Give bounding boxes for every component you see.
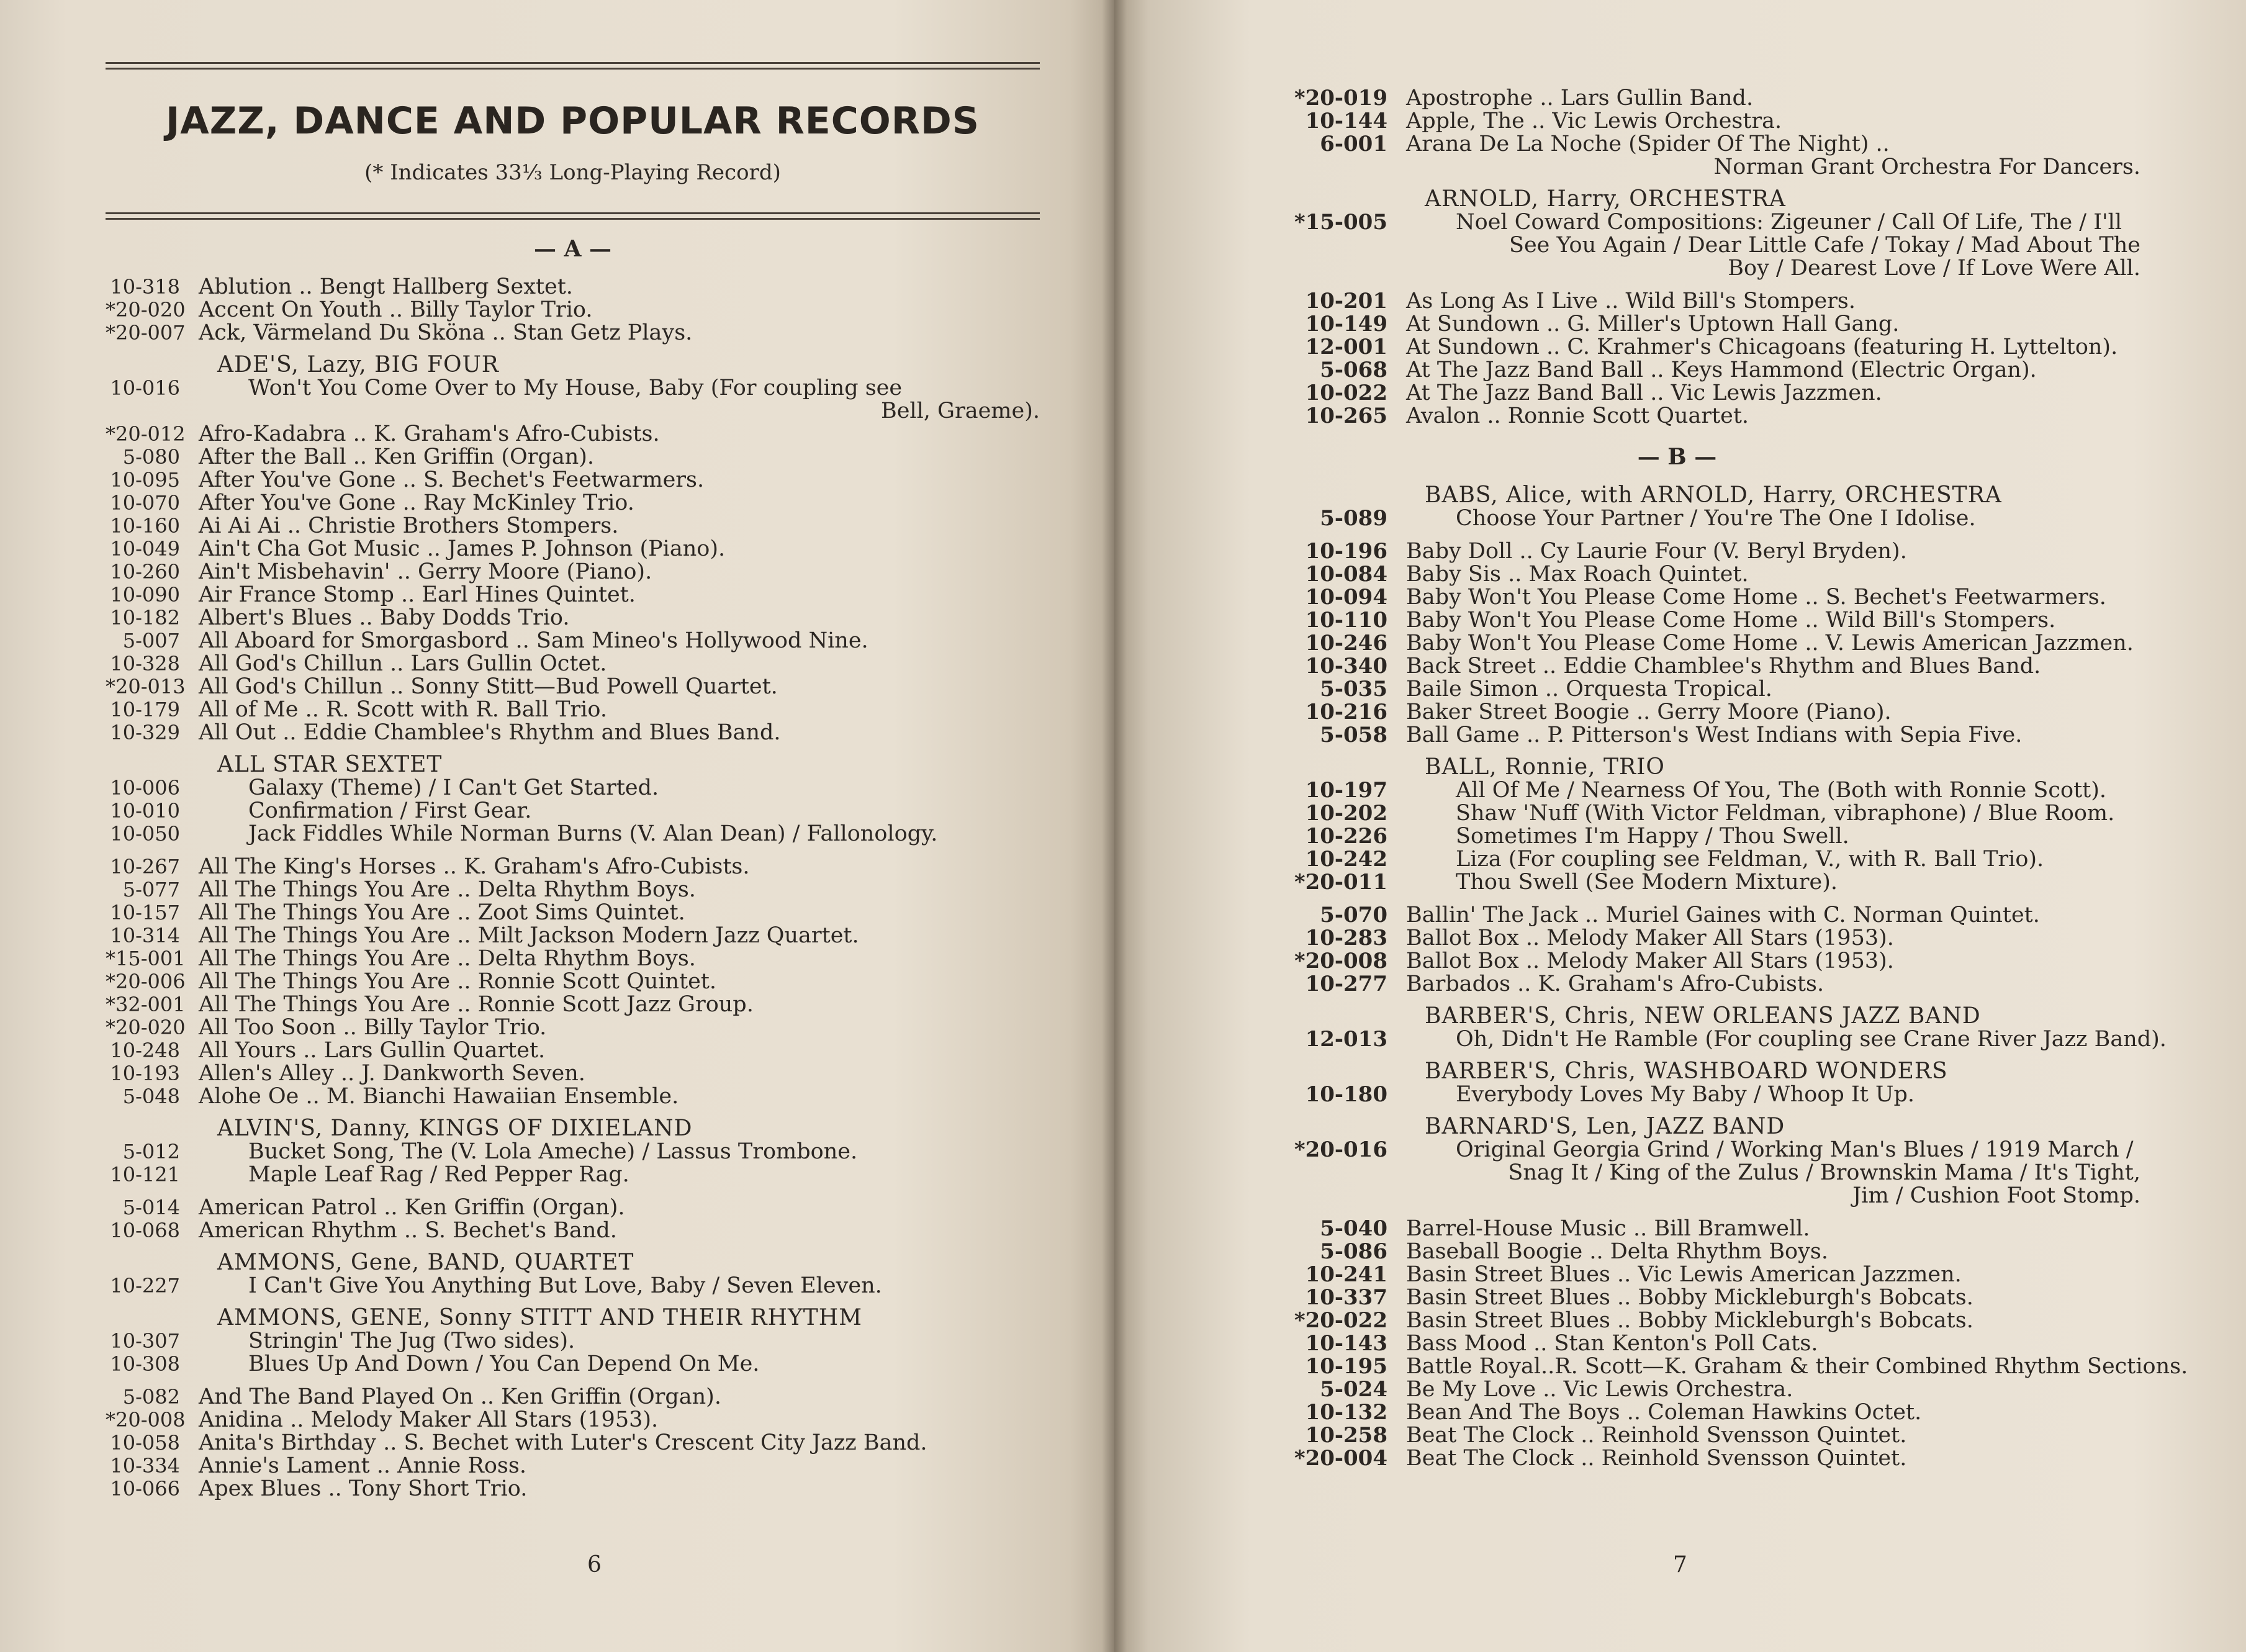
artist-heading: BARBER'S, Chris, NEW ORLEANS JAZZ BAND bbox=[1425, 1003, 1981, 1029]
list-item bbox=[106, 901, 1040, 924]
entry-text: At Sundown .. C. Krahmer's Chicagoans (featuring H. Lyttelton). bbox=[1406, 335, 2118, 359]
entry-text: Ai Ai Ai .. Christie Brothers Stompers. bbox=[199, 513, 619, 538]
list-item bbox=[1214, 586, 2140, 609]
catalog-number: 10-050 bbox=[110, 822, 180, 846]
catalog-number: 10-277 bbox=[1305, 972, 1387, 996]
catalog-number: 10-201 bbox=[1305, 289, 1387, 314]
catalog-number: 5-068 bbox=[1320, 358, 1387, 382]
catalog-number: *15-005 bbox=[1294, 210, 1387, 235]
artist-heading: BALL, Ronnie, TRIO bbox=[1425, 754, 1665, 780]
catalog-number: *20-011 bbox=[1294, 870, 1387, 895]
entry-text: At The Jazz Band Ball .. Keys Hammond (Electric Organ). bbox=[1406, 358, 2037, 382]
list-item bbox=[106, 469, 1040, 492]
catalog-number: *20-020 bbox=[106, 1016, 186, 1039]
entry-text: Avalon .. Ronnie Scott Quartet. bbox=[1406, 404, 1749, 428]
list-item bbox=[1214, 1354, 2188, 1379]
catalog-number: 10-180 bbox=[1305, 1082, 1387, 1107]
entry-text: Baby Won't You Please Come Home .. S. Bechet's Feetwarmers. bbox=[1406, 585, 2106, 610]
entry-text: All Too Soon .. Billy Taylor Trio. bbox=[199, 1015, 547, 1040]
list-item bbox=[1214, 1240, 2140, 1263]
entry-text: Ablution .. Bengt Hallberg Sextet. bbox=[199, 274, 573, 299]
artist-heading: ARNOLD, Harry, ORCHESTRA bbox=[1425, 186, 1786, 212]
entry-text: Bucket Song, The (V. Lola Ameche) / Lassus Trombone. bbox=[248, 1139, 858, 1164]
catalog-number: 5-077 bbox=[122, 878, 180, 901]
catalog-number: 10-267 bbox=[110, 855, 180, 878]
catalog-number: *20-020 bbox=[106, 298, 186, 322]
catalog-number: *20-019 bbox=[1294, 86, 1387, 111]
catalog-number: 10-258 bbox=[1305, 1423, 1387, 1448]
catalog-number: 10-265 bbox=[1305, 404, 1387, 428]
catalog-number: 5-012 bbox=[122, 1140, 180, 1163]
catalog-number: *32-001 bbox=[106, 993, 186, 1016]
catalog-number: 10-216 bbox=[1305, 700, 1387, 724]
list-item bbox=[106, 1409, 1040, 1432]
catalog-number: 10-202 bbox=[1305, 801, 1387, 826]
entry-text: American Rhythm .. S. Bechet's Band. bbox=[199, 1218, 617, 1243]
catalog-number: *20-007 bbox=[106, 321, 186, 345]
catalog-number: 10-095 bbox=[110, 468, 180, 492]
entry-text: Galaxy (Theme) / I Can't Get Started. bbox=[248, 775, 659, 800]
entry-text: All God's Chillun .. Lars Gullin Octet. bbox=[199, 651, 607, 676]
entry-text: Back Street .. Eddie Chamblee's Rhythm and Blues Band. bbox=[1406, 654, 2041, 679]
header-rule bbox=[106, 212, 1040, 220]
list-item bbox=[1214, 133, 2140, 156]
entry-text: All Out .. Eddie Chamblee's Rhythm and Blues Band. bbox=[199, 720, 781, 745]
list-item bbox=[106, 1353, 1040, 1376]
catalog-number: 10-260 bbox=[110, 560, 180, 584]
entry-text: Blues Up And Down / You Can Depend On Me. bbox=[248, 1352, 760, 1376]
entry-text: Confirmation / First Gear. bbox=[248, 798, 532, 823]
entry-text: Albert's Blues .. Baby Dodds Trio. bbox=[199, 605, 570, 630]
list-item bbox=[1214, 655, 2140, 678]
entry-text: Baby Won't You Please Come Home .. Wild Bill's Stompers. bbox=[1406, 608, 2056, 633]
entry-text: Bean And The Boys .. Coleman Hawkins Octet. bbox=[1406, 1400, 1922, 1425]
catalog-number: 5-089 bbox=[1320, 506, 1387, 531]
entry-text: All The King's Horses .. K. Graham's Afro-Cubists. bbox=[199, 854, 750, 879]
entry-text: Apex Blues .. Tony Short Trio. bbox=[199, 1476, 528, 1501]
entry-text: All The Things You Are .. Ronnie Scott Jazz Group. bbox=[199, 992, 754, 1017]
entry-text: Battle Royal..R. Scott—K. Graham & their Combined Rhythm Sections. bbox=[1406, 1354, 2188, 1379]
catalog-number: 5-058 bbox=[1320, 723, 1387, 747]
list-item bbox=[1214, 724, 2140, 747]
catalog-number: 12-013 bbox=[1305, 1027, 1387, 1052]
entry-text: Anidina .. Melody Maker All Stars (1953). bbox=[199, 1407, 659, 1432]
catalog-number: 10-226 bbox=[1305, 824, 1387, 849]
list-item bbox=[106, 377, 1040, 400]
catalog-number: 10-193 bbox=[110, 1062, 180, 1085]
catalog-number: *15-001 bbox=[106, 947, 186, 970]
entry-text: And The Band Played On .. Ken Griffin (Organ). bbox=[199, 1384, 721, 1409]
entry-list bbox=[1214, 86, 2188, 1471]
catalog-number: 10-242 bbox=[1305, 847, 1387, 872]
entry-continuation: See You Again / Dear Little Cafe / Tokay / Mad About The bbox=[1509, 233, 2140, 258]
entry-text: Barrel-House Music .. Bill Bramwell. bbox=[1406, 1216, 1810, 1241]
list-item bbox=[1214, 950, 2140, 973]
list-item bbox=[1214, 1083, 2140, 1106]
catalog-number: *20-012 bbox=[106, 422, 186, 446]
list-item bbox=[106, 777, 1040, 800]
catalog-number: 5-007 bbox=[122, 629, 180, 652]
catalog-number: *20-016 bbox=[1294, 1137, 1387, 1162]
entry-text: Ball Game .. P. Pitterson's West Indians with Sepia Five. bbox=[1406, 723, 2023, 747]
entry-text: Ain't Cha Got Music .. James P. Johnson (Piano). bbox=[199, 536, 726, 561]
entry-text: Jack Fiddles While Norman Burns (V. Alan Dean) / Fallonology. bbox=[248, 821, 938, 846]
catalog-number: 10-179 bbox=[110, 698, 180, 721]
catalog-number: 5-070 bbox=[1320, 903, 1387, 928]
entry-text: I Can't Give You Anything But Love, Baby / Seven Eleven. bbox=[248, 1273, 882, 1298]
catalog-number: 5-014 bbox=[122, 1196, 180, 1219]
entry-text: All The Things You Are .. Ronnie Scott Quintet. bbox=[199, 969, 717, 994]
entry-text: After the Ball .. Ken Griffin (Organ). bbox=[199, 445, 595, 469]
entry-list bbox=[106, 276, 1040, 1501]
entry-text: Afro-Kadabra .. K. Graham's Afro-Cubists. bbox=[199, 422, 660, 446]
section-heading-b: — B — bbox=[1637, 444, 1717, 470]
catalog-number: 10-143 bbox=[1305, 1331, 1387, 1356]
entry-text: Beat The Clock .. Reinhold Svensson Quintet. bbox=[1406, 1423, 1907, 1448]
catalog-number: 10-307 bbox=[110, 1329, 180, 1353]
list-item bbox=[106, 1016, 1040, 1039]
list-item bbox=[1214, 1401, 2140, 1424]
left-page bbox=[0, 0, 1114, 1652]
list-item bbox=[106, 1455, 1040, 1478]
catalog-number: 10-022 bbox=[1305, 381, 1387, 405]
list-item bbox=[1214, 779, 2140, 802]
artist-heading: ADE'S, Lazy, BIG FOUR bbox=[217, 352, 499, 377]
list-item bbox=[106, 322, 1040, 345]
list-item bbox=[106, 1386, 1040, 1409]
catalog-number: 10-121 bbox=[110, 1163, 180, 1186]
catalog-number: 10-308 bbox=[110, 1352, 180, 1376]
catalog-number: 10-197 bbox=[1305, 778, 1387, 803]
catalog-number: 5-024 bbox=[1320, 1377, 1387, 1402]
list-item bbox=[106, 878, 1040, 901]
entry-text: All The Things You Are .. Milt Jackson Modern Jazz Quartet. bbox=[199, 923, 859, 948]
catalog-number: *20-004 bbox=[1294, 1446, 1387, 1471]
list-item bbox=[1214, 405, 2140, 428]
entry-text: Baker Street Boogie .. Gerry Moore (Piano). bbox=[1406, 700, 1892, 724]
list-item bbox=[106, 698, 1040, 721]
catalog-number: 10-132 bbox=[1305, 1400, 1387, 1425]
artist-heading: BABS, Alice, with ARNOLD, Harry, ORCHESTRA bbox=[1425, 482, 2002, 508]
catalog-number: 10-070 bbox=[110, 491, 180, 515]
entry-text: Baby Won't You Please Come Home .. V. Lewis American Jazzmen. bbox=[1406, 631, 2134, 656]
list-item bbox=[1214, 1309, 2140, 1332]
entry-text: Basin Street Blues .. Bobby Mickleburgh's Bobcats. bbox=[1406, 1308, 1973, 1333]
artist-heading: BARBER'S, Chris, WASHBOARD WONDERS bbox=[1425, 1058, 1948, 1084]
list-item bbox=[1214, 1447, 2140, 1470]
catalog-number: 10-010 bbox=[110, 799, 180, 823]
catalog-number: 10-337 bbox=[1305, 1285, 1387, 1310]
top-rule bbox=[106, 62, 1040, 70]
list-item bbox=[1214, 678, 2140, 701]
entry-text: After You've Gone .. Ray McKinley Trio. bbox=[199, 490, 634, 515]
list-item bbox=[1214, 1424, 2140, 1447]
list-item bbox=[106, 446, 1040, 469]
list-item bbox=[1214, 563, 2140, 586]
catalog-number: 5-086 bbox=[1320, 1239, 1387, 1264]
entry-text: Baby Doll .. Cy Laurie Four (V. Beryl Bryden). bbox=[1406, 539, 1907, 564]
catalog-number: 10-149 bbox=[1305, 312, 1387, 336]
list-item bbox=[1214, 336, 2140, 359]
catalog-number: 10-094 bbox=[1305, 585, 1387, 610]
entry-text: Bass Mood .. Stan Kenton's Poll Cats. bbox=[1406, 1331, 1818, 1356]
catalog-number: 10-195 bbox=[1305, 1354, 1387, 1379]
page-number: 7 bbox=[1673, 1552, 1687, 1578]
list-item bbox=[106, 970, 1040, 993]
list-item bbox=[1214, 211, 2140, 234]
entry-text: Annie's Lament .. Annie Ross. bbox=[199, 1453, 526, 1478]
list-item bbox=[106, 1432, 1040, 1455]
entry-text: Baile Simon .. Orquesta Tropical. bbox=[1406, 677, 1772, 702]
list-item bbox=[106, 652, 1040, 675]
entry-continuation: Snag It / King of the Zulus / Brownskin Mama / It's Tight, bbox=[1508, 1160, 2140, 1185]
list-item bbox=[1214, 1378, 2140, 1401]
entry-text: Sometimes I'm Happy / Thou Swell. bbox=[1456, 824, 1849, 849]
list-item bbox=[106, 993, 1040, 1016]
catalog-number: 10-006 bbox=[110, 776, 180, 800]
entry-text: American Patrol .. Ken Griffin (Organ). bbox=[199, 1195, 625, 1220]
entry-text: Anita's Birthday .. S. Bechet with Luter's Crescent City Jazz Band. bbox=[199, 1430, 927, 1455]
catalog-number: 10-248 bbox=[110, 1039, 180, 1062]
artist-heading: AMMONS, Gene, BAND, QUARTET bbox=[217, 1250, 634, 1275]
list-item bbox=[106, 1163, 1040, 1186]
book-gutter bbox=[1102, 0, 1127, 1652]
catalog-number: 10-196 bbox=[1305, 539, 1387, 564]
entry-text: Accent On Youth .. Billy Taylor Trio. bbox=[199, 297, 593, 322]
entry-text: Apple, The .. Vic Lewis Orchestra. bbox=[1406, 109, 1782, 133]
entry-text: Original Georgia Grind / Working Man's Blues / 1919 March / bbox=[1456, 1137, 2134, 1162]
list-item bbox=[1214, 507, 2140, 530]
entry-text: Everybody Loves My Baby / Whoop It Up. bbox=[1456, 1082, 1915, 1107]
list-item bbox=[106, 675, 1040, 698]
entry-text: Be My Love .. Vic Lewis Orchestra. bbox=[1406, 1377, 1793, 1402]
catalog-number: *20-013 bbox=[106, 675, 186, 698]
list-item bbox=[1214, 1332, 2140, 1355]
catalog-number: 6-001 bbox=[1320, 132, 1387, 156]
list-item bbox=[1214, 1027, 2167, 1052]
list-item bbox=[1214, 825, 2140, 848]
entry-text: All The Things You Are .. Delta Rhythm Boys. bbox=[199, 946, 696, 971]
list-item bbox=[1214, 290, 2140, 313]
catalog-number: 10-157 bbox=[110, 901, 180, 924]
entry-text: Shaw 'Nuff (With Victor Feldman, vibraphone) / Blue Room. bbox=[1456, 801, 2115, 826]
catalog-number: 10-058 bbox=[110, 1431, 180, 1455]
entry-text: All of Me .. R. Scott with R. Ball Trio. bbox=[199, 697, 607, 722]
list-item bbox=[106, 1478, 1040, 1501]
catalog-number: *20-022 bbox=[1294, 1308, 1387, 1333]
catalog-number: 10-068 bbox=[110, 1219, 180, 1242]
entry-text: All The Things You Are .. Delta Rhythm Boys. bbox=[199, 877, 696, 902]
entry-text: Arana De La Noche (Spider Of The Night) .. bbox=[1406, 132, 1890, 156]
entry-text: Won't You Come Over to My House, Baby (For coupling see bbox=[248, 376, 903, 400]
entry-text: Basin Street Blues .. Bobby Mickleburgh's Bobcats. bbox=[1406, 1285, 1973, 1310]
list-item bbox=[106, 1330, 1040, 1353]
catalog-number: 10-227 bbox=[110, 1274, 180, 1298]
section-heading-a: — A — bbox=[534, 236, 611, 262]
entry-text: Allen's Alley .. J. Dankworth Seven. bbox=[199, 1061, 585, 1086]
list-item bbox=[1214, 904, 2140, 927]
entry-text: At Sundown .. G. Miller's Uptown Hall Gang. bbox=[1406, 312, 1900, 336]
list-item bbox=[1214, 609, 2140, 632]
list-item bbox=[106, 947, 1040, 970]
catalog-number: 10-016 bbox=[110, 376, 180, 400]
list-item bbox=[1214, 802, 2140, 825]
entry-text: Ack, Värmeland Du Sköna .. Stan Getz Plays. bbox=[199, 320, 693, 345]
list-item bbox=[1214, 632, 2140, 655]
list-item bbox=[1214, 1263, 2140, 1286]
catalog-number: 10-144 bbox=[1305, 109, 1387, 133]
list-item bbox=[106, 1275, 1040, 1298]
catalog-number: 10-110 bbox=[1305, 608, 1387, 633]
catalog-number: 5-040 bbox=[1320, 1216, 1387, 1241]
catalog-number: 10-329 bbox=[110, 721, 180, 744]
list-item bbox=[106, 823, 1040, 846]
list-item bbox=[1214, 382, 2140, 405]
entry-text: Noel Coward Compositions: Zigeuner / Call Of Life, The / I'll bbox=[1456, 210, 2122, 235]
catalog-number: 5-048 bbox=[122, 1085, 180, 1108]
list-item bbox=[106, 1196, 1040, 1219]
list-item bbox=[1214, 848, 2140, 871]
list-item bbox=[106, 276, 1040, 299]
catalog-number: 10-160 bbox=[110, 514, 180, 538]
catalog-number: 10-328 bbox=[110, 652, 180, 675]
right-page bbox=[1114, 0, 2246, 1652]
list-item bbox=[106, 855, 1040, 878]
catalog-number: *20-008 bbox=[106, 1408, 186, 1432]
catalog-number: 10-334 bbox=[110, 1454, 180, 1478]
list-item bbox=[106, 1219, 1040, 1242]
list-item bbox=[1214, 87, 2140, 110]
entry-text: Basin Street Blues .. Vic Lewis American Jazzmen. bbox=[1406, 1262, 1962, 1287]
entry-text: Ain't Misbehavin' .. Gerry Moore (Piano). bbox=[199, 559, 652, 584]
entry-text: Choose Your Partner / You're The One I Idolise. bbox=[1456, 506, 1976, 531]
list-item bbox=[1214, 313, 2140, 336]
list-item bbox=[106, 584, 1040, 607]
catalog-number: 10-049 bbox=[110, 537, 180, 561]
list-item bbox=[1214, 701, 2140, 724]
list-item bbox=[106, 924, 1040, 947]
entry-text: Beat The Clock .. Reinhold Svensson Quintet. bbox=[1406, 1446, 1907, 1471]
catalog-number: 12-001 bbox=[1305, 335, 1387, 359]
entry-text: As Long As I Live .. Wild Bill's Stompers. bbox=[1406, 289, 1856, 314]
artist-heading: ALVIN'S, Danny, KINGS OF DIXIELAND bbox=[217, 1116, 693, 1141]
list-item bbox=[1214, 871, 2140, 894]
entry-text: Apostrophe .. Lars Gullin Band. bbox=[1406, 86, 1754, 111]
artist-heading: BARNARD'S, Len, JAZZ BAND bbox=[1425, 1114, 1785, 1139]
entry-text: Maple Leaf Rag / Red Pepper Rag. bbox=[248, 1162, 629, 1187]
catalog-number: 10-090 bbox=[110, 583, 180, 607]
entry-text: Alohe Oe .. M. Bianchi Hawaiian Ensemble. bbox=[199, 1084, 679, 1109]
list-item bbox=[1214, 359, 2140, 382]
list-item bbox=[106, 1062, 1040, 1085]
entry-text: Ballot Box .. Melody Maker All Stars (1953). bbox=[1406, 949, 1894, 973]
catalog-number: 5-080 bbox=[122, 445, 180, 469]
list-item bbox=[106, 515, 1040, 538]
list-item bbox=[1214, 1139, 2140, 1162]
catalog-number: 10-340 bbox=[1305, 654, 1387, 679]
page-number: 6 bbox=[587, 1552, 602, 1578]
list-item bbox=[106, 1085, 1040, 1108]
list-item bbox=[106, 561, 1040, 584]
catalog-number: 10-283 bbox=[1305, 926, 1387, 950]
entry-text: All The Things You Are .. Zoot Sims Quintet. bbox=[199, 900, 685, 925]
entry-text: After You've Gone .. S. Bechet's Feetwarmers. bbox=[199, 467, 705, 492]
page-subtitle: (* Indicates 33⅓ Long-Playing Record) bbox=[364, 160, 781, 185]
entry-text: Thou Swell (See Modern Mixture). bbox=[1456, 870, 1838, 895]
entry-continuation: Boy / Dearest Love / If Love Were All. bbox=[1728, 256, 2140, 281]
entry-text: Baseball Boogie .. Delta Rhythm Boys. bbox=[1406, 1239, 1828, 1264]
page-title: JAZZ, DANCE AND POPULAR RECORDS bbox=[165, 99, 980, 143]
catalog-number: 5-035 bbox=[1320, 677, 1387, 702]
catalog-number: 10-066 bbox=[110, 1477, 180, 1501]
entry-text: All God's Chillun .. Sonny Stitt—Bud Powell Quartet. bbox=[199, 674, 778, 699]
list-item bbox=[106, 299, 1040, 322]
entry-continuation: Norman Grant Orchestra For Dancers. bbox=[1713, 155, 2140, 179]
entry-text: All Aboard for Smorgasbord .. Sam Mineo's Hollywood Nine. bbox=[199, 628, 868, 653]
entry-text: Air France Stomp .. Earl Hines Quintet. bbox=[199, 582, 636, 607]
list-item bbox=[106, 1140, 1040, 1163]
catalog-number: 10-084 bbox=[1305, 562, 1387, 587]
entry-text: Liza (For coupling see Feldman, V., with R. Ball Trio). bbox=[1456, 847, 2044, 872]
list-item bbox=[1214, 973, 2140, 996]
entry-text: Ballot Box .. Melody Maker All Stars (1953). bbox=[1406, 926, 1894, 950]
list-item bbox=[106, 630, 1040, 652]
list-item bbox=[1214, 927, 2140, 950]
entry-text: Oh, Didn't He Ramble (For coupling see Crane River Jazz Band). bbox=[1456, 1027, 2167, 1052]
catalog-number: 10-318 bbox=[110, 275, 180, 299]
entry-text: Baby Sis .. Max Roach Quintet. bbox=[1406, 562, 1749, 587]
list-item bbox=[1214, 1217, 2140, 1240]
list-item bbox=[106, 607, 1040, 630]
catalog-number: *20-006 bbox=[106, 970, 186, 993]
list-item bbox=[1214, 540, 2140, 563]
list-item bbox=[106, 1039, 1040, 1062]
list-item bbox=[1214, 1286, 2140, 1309]
entry-text: All Yours .. Lars Gullin Quartet. bbox=[199, 1038, 546, 1063]
list-item bbox=[106, 423, 1040, 446]
list-item bbox=[106, 492, 1040, 515]
catalog-number: *20-008 bbox=[1294, 949, 1387, 973]
entry-text: Ballin' The Jack .. Muriel Gaines with C. Norman Quintet. bbox=[1406, 903, 2040, 928]
catalog-number: 5-082 bbox=[122, 1385, 180, 1409]
catalog-number: 10-314 bbox=[110, 924, 180, 947]
artist-heading: ALL STAR SEXTET bbox=[217, 752, 443, 777]
artist-heading: AMMONS, GENE, Sonny STITT AND THEIR RHYTHM bbox=[217, 1305, 863, 1330]
catalog-number: 10-182 bbox=[110, 606, 180, 630]
catalog-number: 10-241 bbox=[1305, 1262, 1387, 1287]
list-item bbox=[1214, 110, 2140, 133]
catalog-number: 10-246 bbox=[1305, 631, 1387, 656]
entry-text: At The Jazz Band Ball .. Vic Lewis Jazzmen. bbox=[1406, 381, 1882, 405]
entry-continuation: Jim / Cushion Foot Stomp. bbox=[1852, 1183, 2140, 1208]
entry-text: Stringin' The Jug (Two sides). bbox=[248, 1329, 575, 1353]
entry-text: All Of Me / Nearness Of You, The (Both with Ronnie Scott). bbox=[1456, 778, 2106, 803]
entry-continuation: Bell, Graeme). bbox=[880, 399, 1040, 423]
list-item bbox=[106, 721, 1040, 744]
list-item bbox=[106, 538, 1040, 561]
entry-text: Barbados .. K. Graham's Afro-Cubists. bbox=[1406, 972, 1824, 996]
list-item bbox=[106, 800, 1040, 823]
